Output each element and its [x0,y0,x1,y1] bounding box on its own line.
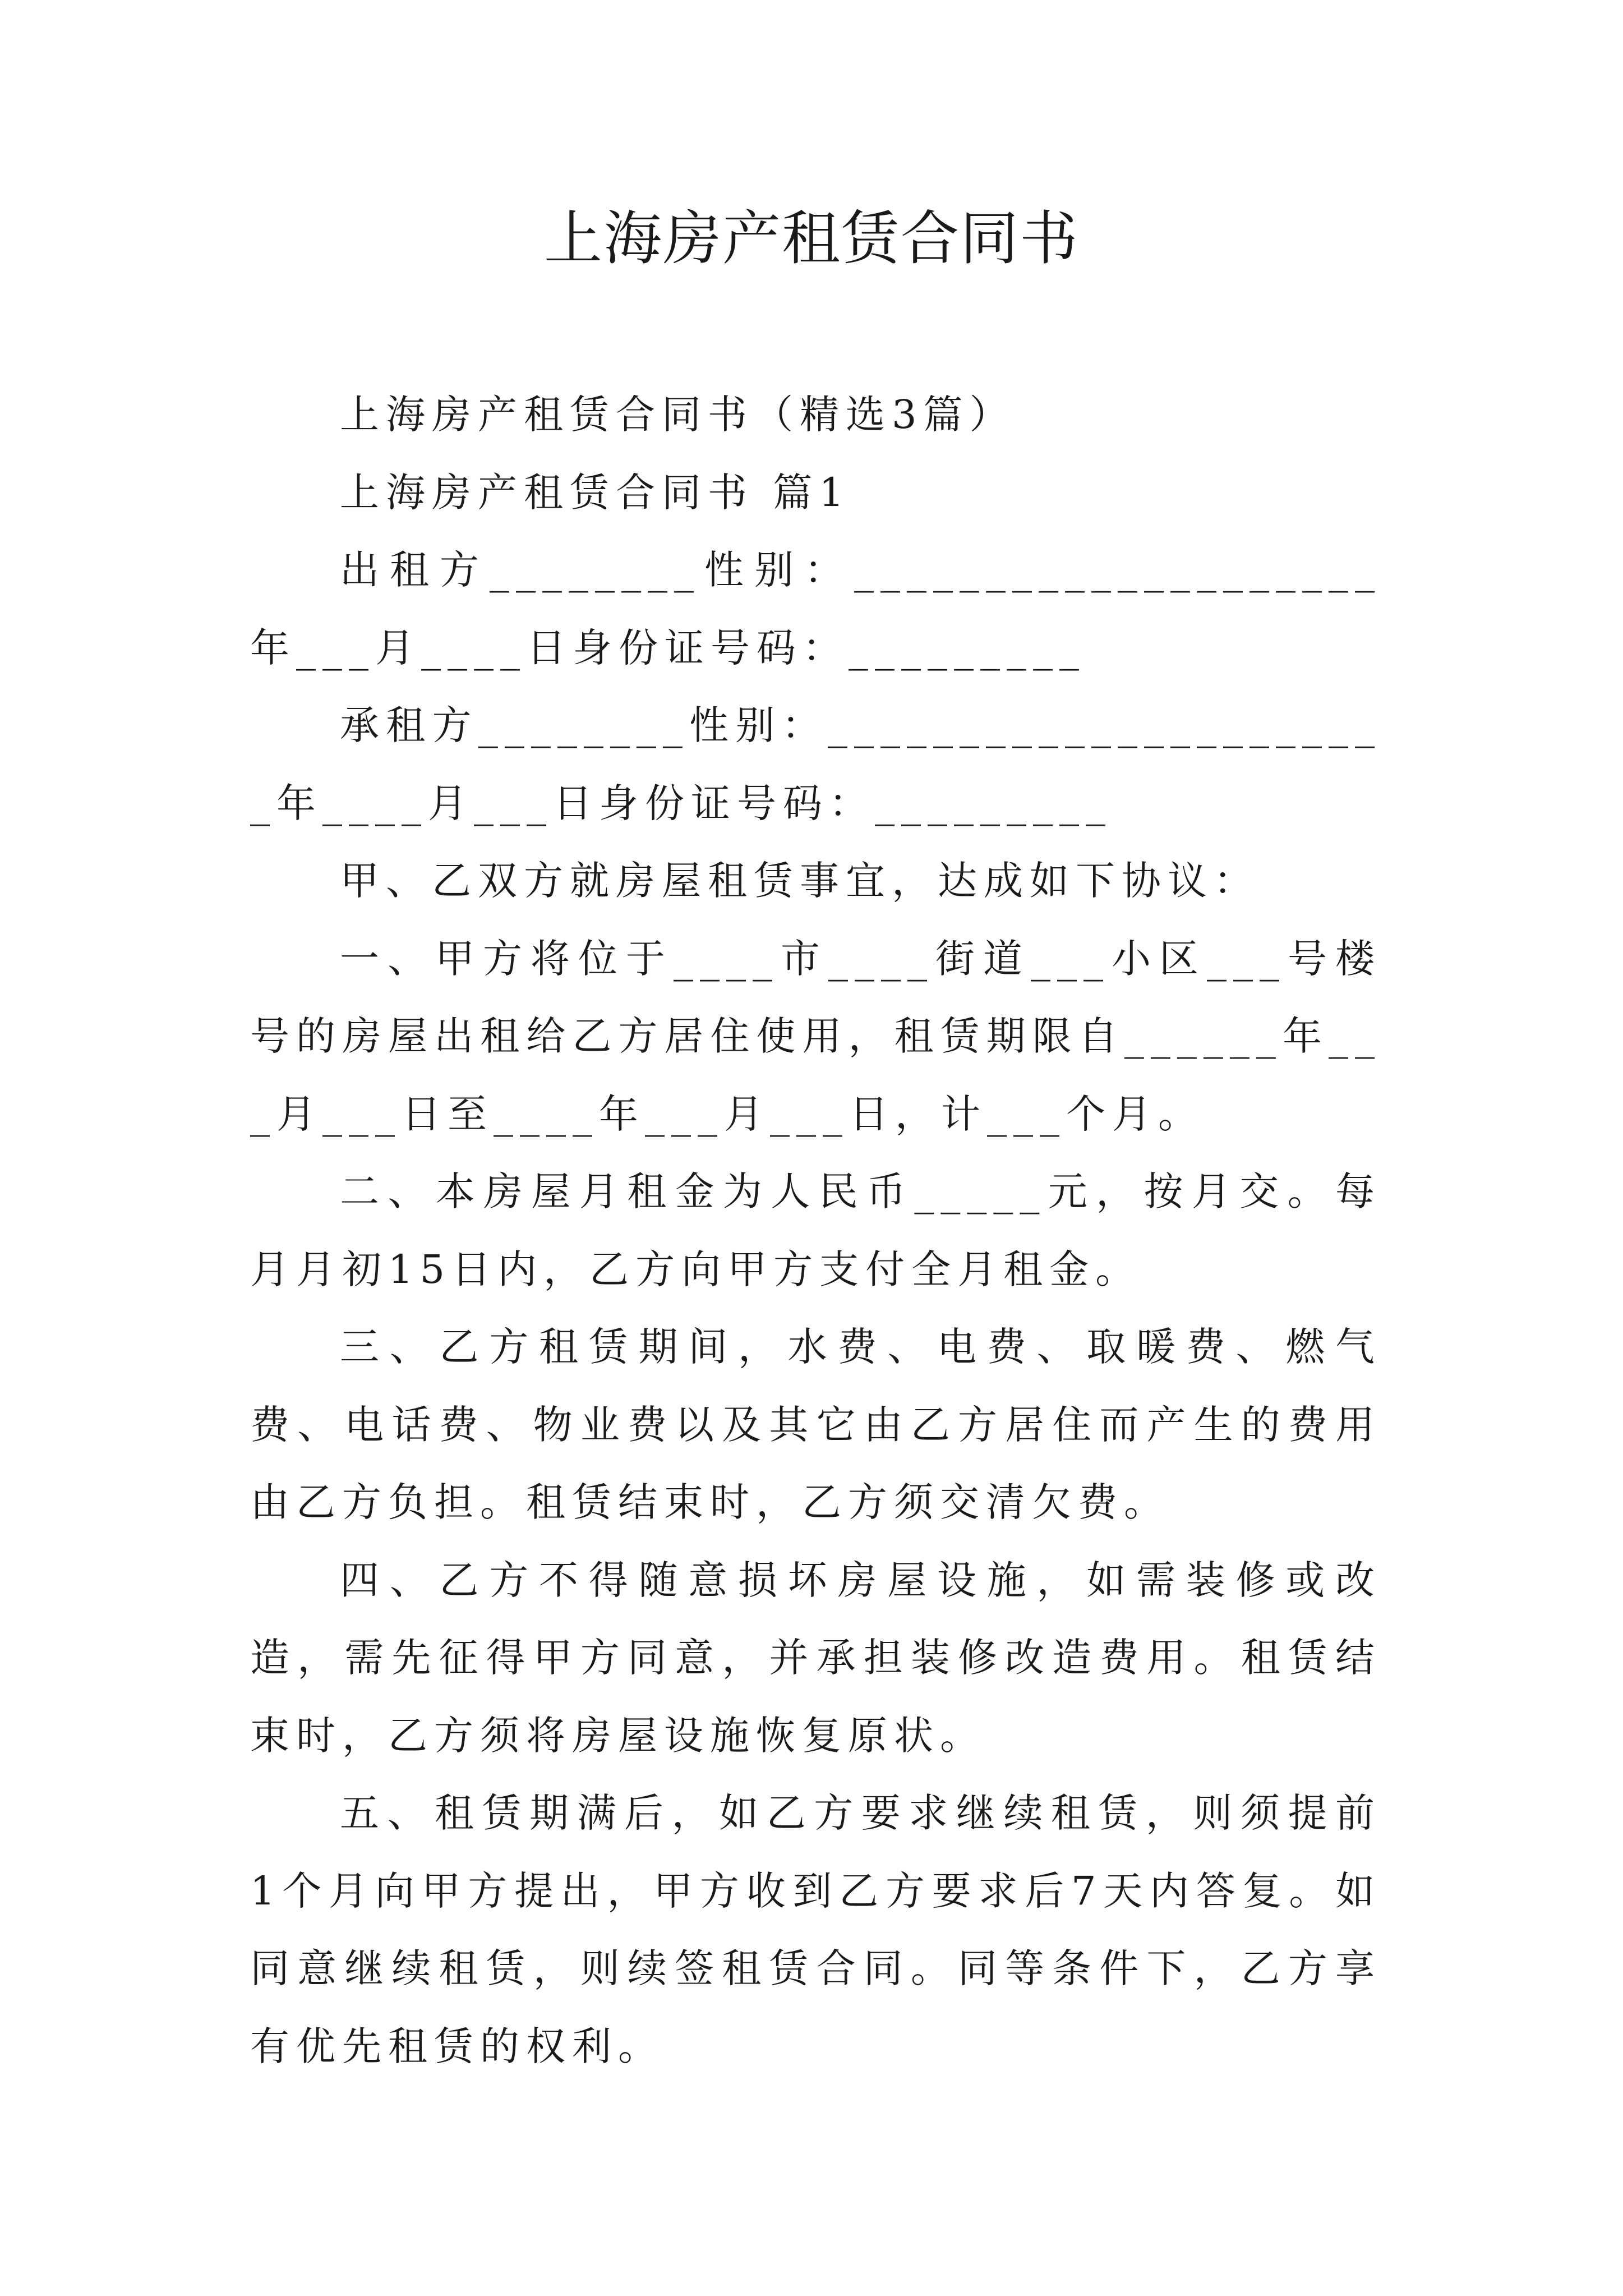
paragraph-clause-1: 一、甲方将位于____市____街道___小区___号楼号的房屋出租给乙方居住使用，租赁期限自______年___月___日至____年___月___日，计___个月。 [250,935,1381,1137]
document-body [250,376,1381,2085]
document-title: 上海房产租赁合同书 [543,204,1079,273]
paragraph-clause-5: 五、租赁期满后，如乙方要求继续租赁，则须提前1个月向甲方提出，甲方收到乙方要求后7天内答复。如同意继续租赁，则续签租赁合同。同等条件下，乙方享有优先租赁的权利。 [250,1790,1381,2069]
paragraph-clause-4: 四、乙方不得随意损坏房屋设施，如需装修或改造，需先征得甲方同意，并承担装修改造费用。租赁结束时，乙方须将房屋设施恢复原状。 [250,1557,1381,1759]
paragraph-subtitle: 上海房产租赁合同书（精选3篇） [340,392,1016,438]
paragraph-clause-3: 三、乙方租赁期间，水费、电费、取暖费、燃气费、电话费、物业费以及其它由乙方居住而产生的费用由乙方负担。租赁结束时，乙方须交清欠费。 [250,1324,1381,1525]
paragraph-agreement-intro: 甲、乙双方就房屋租赁事宜，达成如下协议： [340,858,1260,904]
paragraph-lessee: 承租方________性别：______________________年____月___日身份证号码：_________ [250,702,1381,826]
paragraph-clause-2: 二、本房屋月租金为人民币_____元，按月交。每月月初15日内，乙方向甲方支付全月租金。 [250,1168,1381,1292]
paragraph-section-heading: 上海房产租赁合同书 篇1 [340,469,851,516]
paragraph-lessor: 出租方________性别：____________________年___月____日身份证号码：_________ [250,547,1381,671]
